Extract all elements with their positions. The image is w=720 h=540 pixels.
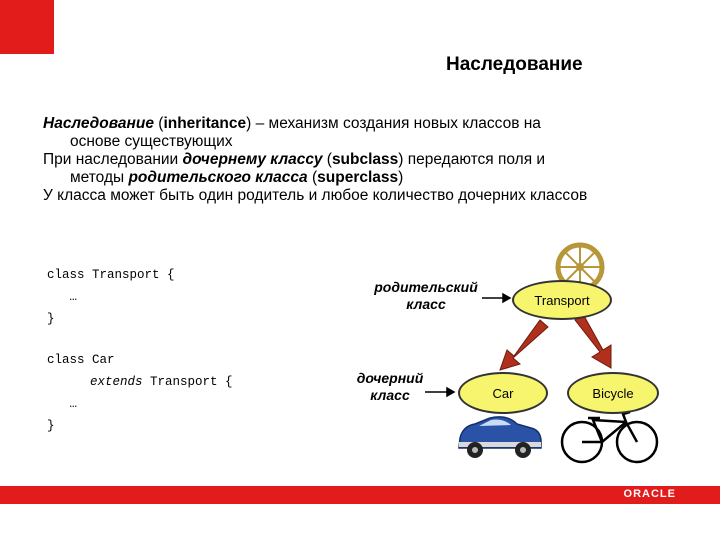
parent-class-label: родительский класс — [374, 279, 478, 312]
child-class-label: дочерний класс — [356, 370, 424, 403]
code-line-2: … — [47, 290, 78, 304]
bullet-1-cont: основе существующих — [70, 133, 233, 150]
bullet-3: У класса может быть один родитель и любое количество дочерних классов — [43, 187, 588, 204]
oracle-logo: ORACLE — [623, 488, 676, 500]
inheritance-arrow-bicycle — [575, 314, 611, 368]
code-line-6: … — [47, 397, 78, 411]
inheritance-arrow-car — [500, 320, 548, 370]
car-icon — [459, 417, 541, 458]
node-transport: Transport — [512, 280, 612, 320]
code-line-1: class Transport { — [47, 268, 175, 282]
footer-bar — [0, 486, 720, 504]
parent-pointer-arrow — [482, 294, 510, 302]
code-line-7: } — [47, 419, 55, 433]
bicycle-icon — [562, 412, 657, 462]
code-line-5: extends Transport { — [90, 375, 233, 389]
slide-title: Наследование — [446, 54, 583, 75]
node-car: Car — [458, 372, 548, 414]
bullet-2-cont: методы родительского класса (superclass) — [70, 169, 404, 186]
code-line-3: } — [47, 312, 55, 326]
node-bicycle: Bicycle — [567, 372, 659, 414]
code-line-4: class Car — [47, 353, 115, 367]
bullet-2: При наследовании дочернему классу (subclass) передаются поля и — [43, 151, 546, 168]
bullet-1: Наследование (inheritance) – механизм создания новых классов на — [43, 115, 541, 132]
